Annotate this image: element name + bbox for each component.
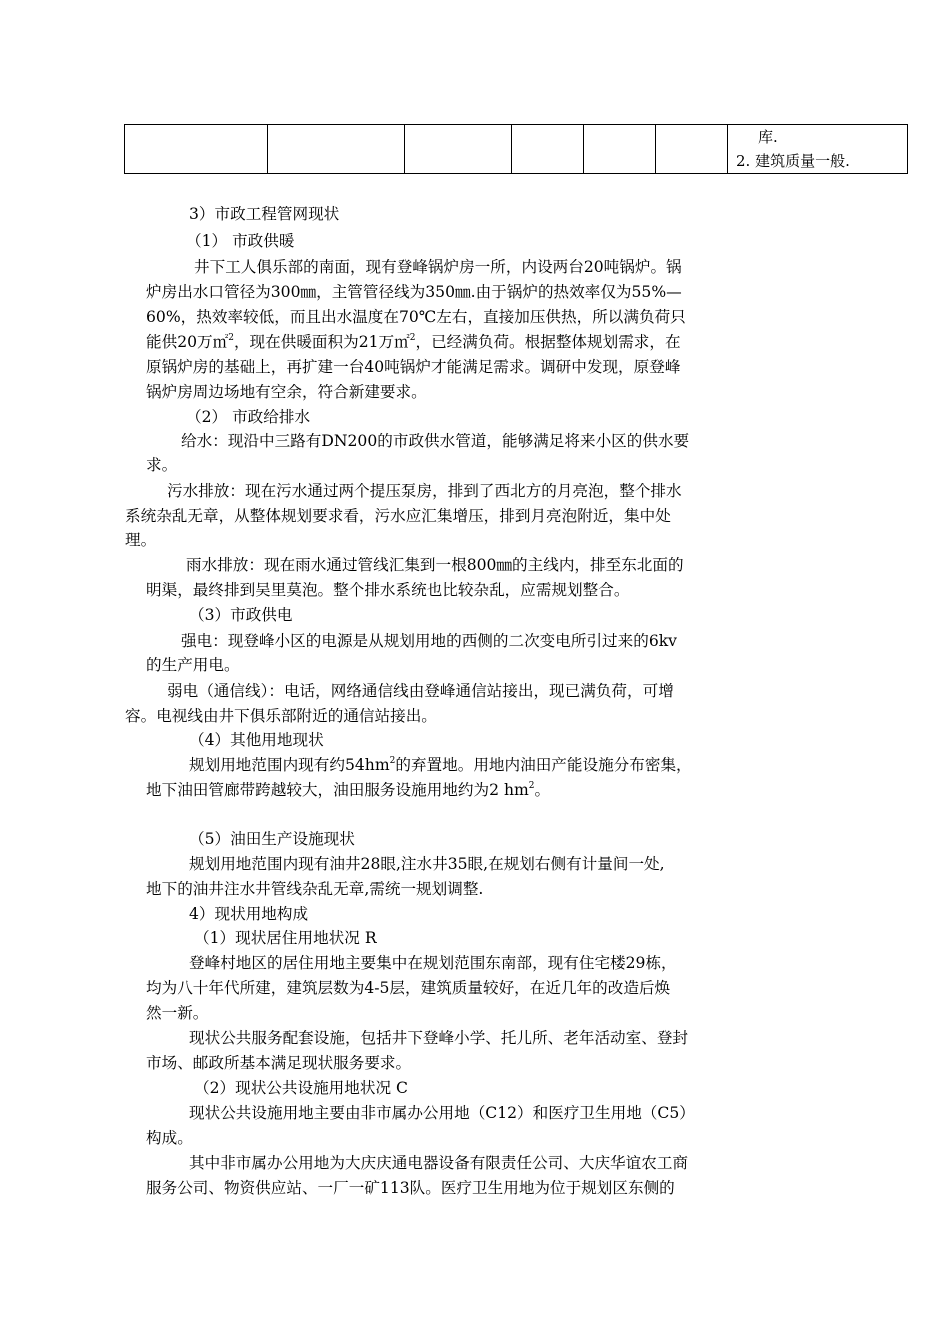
table-cell bbox=[405, 125, 512, 174]
table-cell-text: 库. bbox=[758, 128, 778, 146]
paragraph-line bbox=[189, 752, 692, 778]
paragraph-line: 求。 bbox=[146, 456, 178, 474]
text-run: 的弃置地。用地内油田产能设施分布密集， bbox=[395, 756, 692, 774]
superscript: 2 bbox=[389, 756, 396, 766]
section-heading: 4）现状用地构成 bbox=[189, 905, 309, 923]
table-cell bbox=[584, 125, 656, 174]
text-run: 规划用地范围内现有约54hm bbox=[189, 756, 390, 774]
paragraph-line bbox=[146, 329, 681, 355]
subsection-heading: （1） 市政供暖 bbox=[186, 232, 295, 250]
continuation-table bbox=[124, 124, 908, 174]
paragraph-line: 原锅炉房的基础上，再扩建一台40吨锅炉才能满足需求。调研中发现，原登峰 bbox=[146, 358, 681, 376]
paragraph-line: 现状公共设施用地主要由非市属办公用地（C12）和医疗卫生用地（C5） bbox=[189, 1104, 695, 1122]
text-run: ，已经满负荷。根据整体规划需求，在 bbox=[415, 333, 681, 351]
subsection-heading: （4）其他用地现状 bbox=[189, 731, 324, 749]
paragraph-line: 市场、邮政所基本满足现状服务要求。 bbox=[146, 1054, 412, 1072]
subsection-heading: （2） 市政给排水 bbox=[186, 408, 311, 426]
paragraph-line: 污水排放：现在污水通过两个提压泵房，排到了西北方的月亮泡，整个排水 bbox=[167, 482, 682, 500]
paragraph-line: 均为八十年代所建，建筑层数为4-5层，建筑质量较好，在近几年的改造后焕 bbox=[146, 979, 671, 997]
paragraph-line: 地下的油井注水井管线杂乱无章,需统一规划调整. bbox=[146, 880, 484, 898]
subsection-heading: （5）油田生产设施现状 bbox=[189, 830, 355, 848]
paragraph-line bbox=[146, 777, 550, 803]
table-cell-text: 2. 建筑质量一般. bbox=[736, 152, 850, 170]
paragraph-line: 强电：现登峰小区的电源是从规划用地的西侧的二次变电所引过来的6kv bbox=[181, 632, 677, 650]
paragraph-line: 登峰村地区的居住用地主要集中在规划范围东南部，现有住宅楼29栋， bbox=[189, 954, 677, 972]
table-cell bbox=[656, 125, 728, 174]
paragraph-line: 规划用地范围内现有油井28眼,注水井35眼,在规划右侧有计量间一处, bbox=[189, 855, 665, 873]
table-row bbox=[125, 125, 908, 174]
paragraph-line: 系统杂乱无章，从整体规划要求看，污水应汇集增压，排到月亮泡附近，集中处 bbox=[125, 507, 671, 525]
superscript: 2 bbox=[228, 333, 234, 343]
subsection-heading: （2）现状公共设施用地状况 C bbox=[194, 1079, 408, 1097]
text-run: ，现在供暖面积为21万㎡ bbox=[233, 333, 410, 351]
paragraph-line: 现状公共服务配套设施，包括井下登峰小学、托儿所、老年活动室、登封 bbox=[189, 1029, 689, 1047]
text-run: 地下油田管廊带跨越较大，油田服务设施用地约为2 hm bbox=[146, 781, 529, 799]
paragraph-line: 给水：现沿中三路有DN200的市政供水管道，能够满足将来小区的供水要 bbox=[181, 432, 690, 450]
text-run: 。 bbox=[534, 781, 551, 799]
paragraph-line: 炉房出水口管径为300㎜，主管管径线为350㎜.由于锅炉的热效率仅为55%— bbox=[146, 283, 682, 301]
superscript: 2 bbox=[528, 781, 535, 791]
paragraph-line: 明渠，最终排到吴里莫泡。整个排水系统也比较杂乱，应需规划整合。 bbox=[146, 581, 630, 599]
superscript: 2 bbox=[409, 333, 416, 343]
paragraph-line: 构成。 bbox=[146, 1129, 193, 1147]
paragraph-line: 井下工人俱乐部的南面，现有登峰锅炉房一所，内设两台20吨锅炉。锅 bbox=[194, 258, 682, 276]
paragraph-line: 服务公司、物资供应站、一厂一矿113队。医疗卫生用地为位于规划区东侧的 bbox=[146, 1179, 675, 1197]
table-cell bbox=[512, 125, 584, 174]
paragraph-line: 其中非市属办公用地为大庆庆通电器设备有限责任公司、大庆华谊农工商 bbox=[189, 1154, 689, 1172]
section-heading: 3）市政工程管网现状 bbox=[189, 205, 340, 223]
table-cell bbox=[125, 125, 268, 174]
subsection-heading: （3）市政供电 bbox=[189, 606, 293, 624]
table-cell bbox=[268, 125, 405, 174]
paragraph-line: 雨水排放：现在雨水通过管线汇集到一根800㎜的主线内，排至东北面的 bbox=[186, 556, 684, 574]
paragraph-line: 然一新。 bbox=[146, 1004, 209, 1022]
paragraph-line: 锅炉房周边场地有空余，符合新建要求。 bbox=[146, 383, 427, 401]
paragraph-line: 理。 bbox=[125, 531, 157, 549]
paragraph-line: 弱电（通信线）：电话，网络通信线由登峰通信站接出，现已满负荷，可增 bbox=[167, 682, 674, 700]
table-cell-notes bbox=[728, 125, 908, 174]
paragraph-line: 的生产用电。 bbox=[146, 656, 240, 674]
text-run: 能供20万㎡ bbox=[146, 333, 229, 351]
paragraph-line: 容。电视线由井下俱乐部附近的通信站接出。 bbox=[125, 707, 437, 725]
paragraph-line: 60%，热效率较低，而且出水温度在70℃左右，直接加压供热，所以满负荷只 bbox=[146, 308, 686, 326]
subsection-heading: （1）现状居住用地状况 R bbox=[194, 929, 377, 947]
